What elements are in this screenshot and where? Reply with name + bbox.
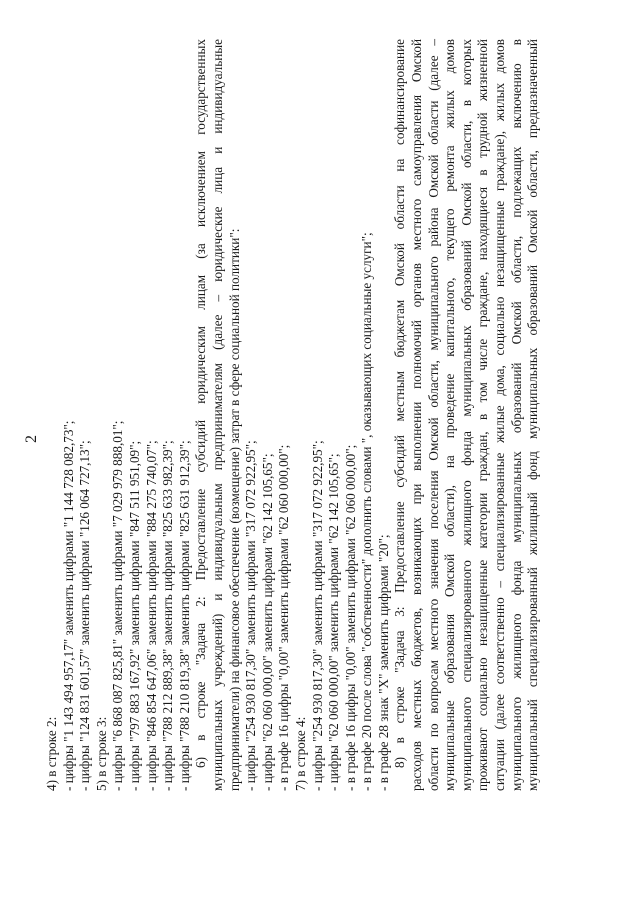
document-line: - цифры "797 883 167,92" заменить цифрами "847 511 951,09";: [126, 440, 142, 791]
document-line: расходов местных бюджетов, возникающих при выполнении полномочий органов местного самоуправления Омской: [409, 39, 425, 791]
document-body: [44, 39, 542, 791]
document-line: проживают социально незащищенные категории граждан, в том числе граждане, находящиеся в трудной жизненной: [475, 39, 491, 791]
document-line: 5) в строке 3:: [93, 716, 109, 791]
document-line: 8) в строке "Задача 3: Предоставление субсидий местным бюджетам Омской области на софинансирование: [392, 39, 408, 768]
document-line: 6) в строке "Задача 2: Предоставление субсидий юридическим лицам (за исключением государственных: [193, 39, 209, 768]
document-line: - цифры "62 060 000,00" заменить цифрами "62 142 105,65";: [259, 453, 275, 791]
document-line: - цифры "124 831 601,57" заменить цифрами "126 064 727,13";: [77, 440, 93, 791]
document-line: - цифры "846 854 647,06" заменить цифрами "884 275 740,07";: [143, 440, 159, 791]
document-line: - цифры "788 212 889,38" заменить цифрами "825 633 982,39";: [160, 440, 176, 791]
document-line: муниципальных учреждений) и индивидуальным предпринимателям (далее – юридические лица и индивидуальные: [209, 39, 225, 791]
document-line: - цифры "62 060 000,00" заменить цифрами "62 142 105,65";: [326, 453, 342, 791]
document-line: - в графе 20 после слова "собственности" дополнить словами ", оказывающих социальные услуги";: [359, 232, 375, 791]
document-line: - цифры "6 868 087 825,81" заменить цифрами "7 029 979 888,01";: [110, 420, 126, 791]
document-line: - цифры "788 210 819,38" заменить цифрами "825 631 912,39";: [176, 440, 192, 791]
document-line: муниципальный специализированный жилищный фонд муниципальных образований Омской области, предназначенный: [525, 39, 541, 791]
document-line: - в графе 16 цифры "0,00" заменить цифрами "62 060 000,00";: [342, 444, 358, 791]
document-line: муниципальные образования Омской области), на проведение капитального, текущего ремонта жилых домов: [442, 39, 458, 791]
document-line: 7) в строке 4:: [292, 716, 308, 791]
document-line: муниципального специализированного жилищного фонда муниципальных образований Омской области, в которых: [458, 39, 474, 791]
document-line: области по вопросам местного значения поселения Омской области, муниципального района Омской области (далее –: [425, 39, 441, 791]
document-line: предприниматели) на финансовое обеспечение (возмещение) затрат в сфере социальной политики":: [226, 228, 242, 791]
document-line: 4) в строке 2:: [44, 716, 59, 791]
document-line: - в графе 28 знак "X" заменить цифрами "20";: [375, 534, 391, 791]
document-line: - цифры "1 143 494 957,17" заменить цифрами "1 144 728 082,73";: [60, 420, 76, 791]
document-line: - в графе 16 цифры "0,00" заменить цифрами "62 060 000,00";: [276, 444, 292, 791]
document-line: - цифры "254 930 817,30" заменить цифрами "317 072 922,95";: [309, 440, 325, 791]
document-line: - цифры "254 930 817,30" заменить цифрами "317 072 922,95";: [243, 440, 259, 791]
document-line: ситуации (далее соответственно – специализированные жилые дома, социально незащищенные граждане), жилых домов: [492, 39, 508, 791]
page-number: 2: [23, 435, 40, 443]
document-line: муниципального жилищного фонда муниципальных образований Омской области, подлежащих включению в: [508, 39, 524, 791]
